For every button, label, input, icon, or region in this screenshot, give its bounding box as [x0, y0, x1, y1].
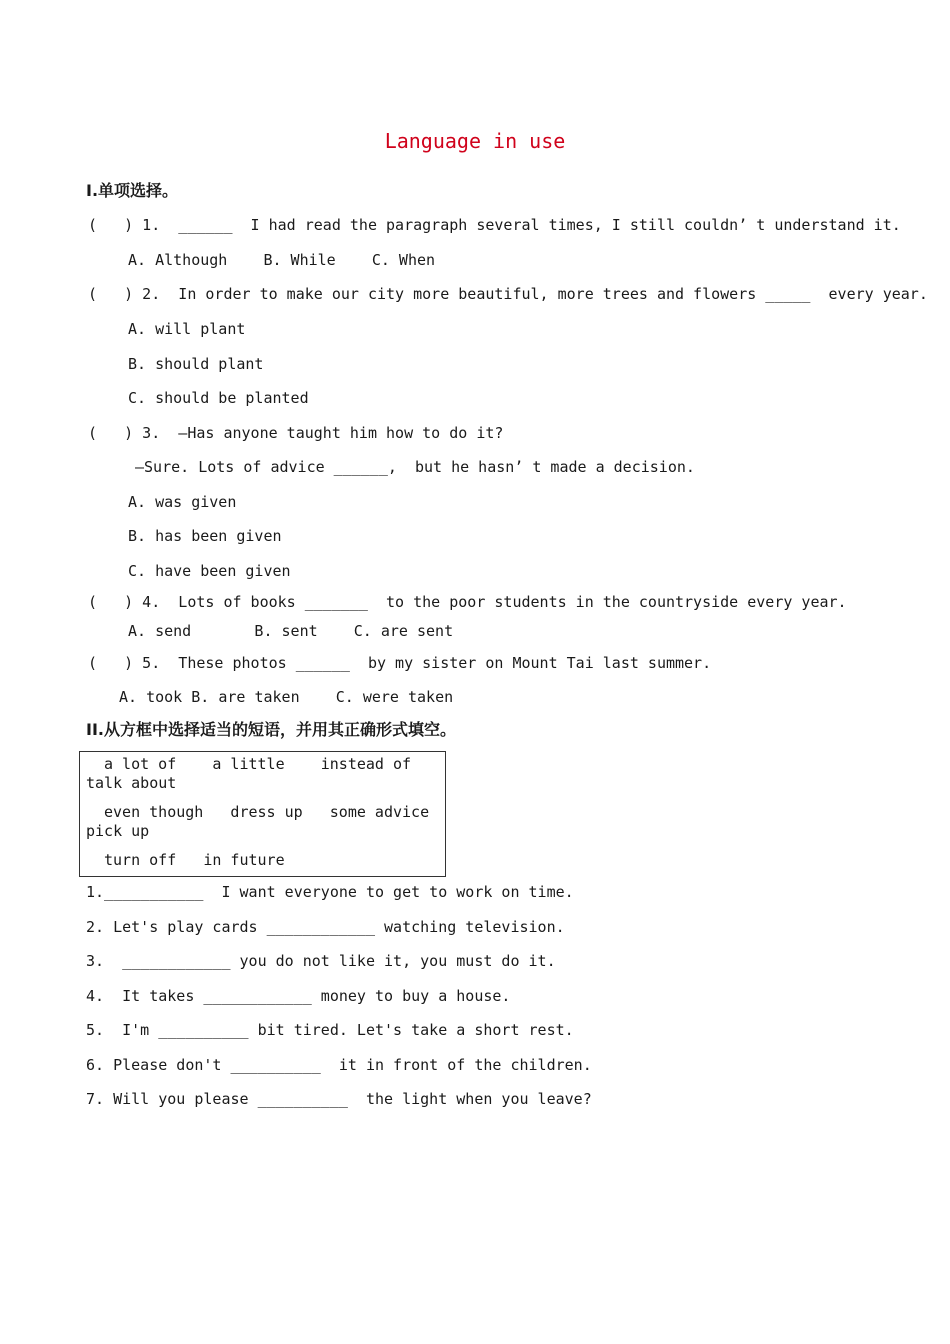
- question-3-option-c: C. have been given: [128, 562, 291, 580]
- sentence-1: 1.___________ I want everyone to get to work on time.: [86, 883, 574, 901]
- question-4: ( ) 4. Lots of books _______ to the poor students in the countryside every year.: [88, 593, 847, 611]
- phrase-box-row-3: turn off in future: [104, 851, 285, 869]
- question-3-option-b: B. has been given: [128, 527, 282, 545]
- sentence-7: 7. Will you please __________ the light when you leave?: [86, 1090, 592, 1108]
- sentence-4: 4. It takes ____________ money to buy a house.: [86, 987, 511, 1005]
- phrase-box-row-2: even though dress up some advice pick up: [86, 803, 439, 840]
- question-2-option-c: C. should be planted: [128, 389, 309, 407]
- sentence-2: 2. Let's play cards ____________ watching television.: [86, 918, 565, 936]
- question-2: ( ) 2. In order to make our city more beautiful, more trees and flowers _____ every year.: [88, 285, 928, 303]
- question-2-option-b: B. should plant: [128, 355, 264, 373]
- question-3: ( ) 3. —Has anyone taught him how to do it?: [88, 424, 504, 442]
- question-2-option-a: A. will plant: [128, 320, 246, 338]
- sentence-3: 3. ____________ you do not like it, you must do it.: [86, 952, 556, 970]
- question-5: ( ) 5. These photos ______ by my sister on Mount Tai last summer.: [88, 654, 712, 672]
- question-1-options: A. Although B. While C. When: [128, 251, 436, 269]
- page-title: Language in use: [384, 129, 566, 153]
- question-4-options: A. send B. sent C. are sent: [128, 622, 454, 640]
- sentence-5: 5. I'm __________ bit tired. Let's take a short rest.: [86, 1021, 574, 1039]
- question-1: ( ) 1. ______ I had read the paragraph several times, I still couldn’ t understand it.: [88, 216, 901, 234]
- question-5-options: A. took B. are taken C. were taken: [119, 688, 454, 706]
- section-2-heading: II.从方框中选择适当的短语，并用其正确形式填空。: [86, 720, 456, 739]
- sentence-6: 6. Please don't __________ it in front of the children.: [86, 1056, 592, 1074]
- question-3-option-a: A. was given: [128, 493, 237, 511]
- phrase-box-row-1: a lot of a little instead of talk about: [86, 755, 439, 792]
- section-1-heading: I.单项选择。: [86, 181, 179, 200]
- question-3-reply: —Sure. Lots of advice ______, but he hasn’ t made a decision.: [135, 458, 695, 476]
- phrase-box: [79, 751, 446, 877]
